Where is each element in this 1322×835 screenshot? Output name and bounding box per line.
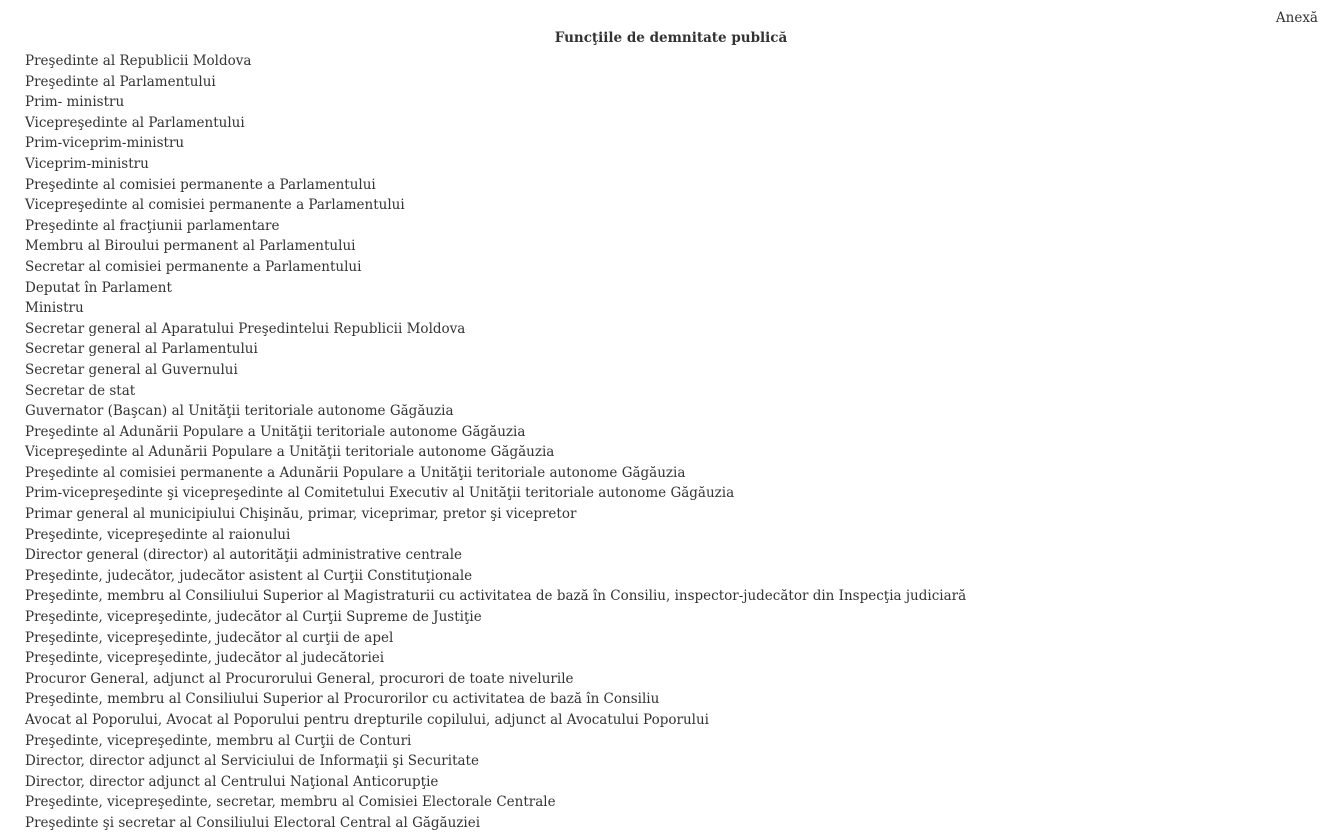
list-item: Avocat al Poporului, Avocat al Poporului pentru drepturile copilului, adjunct al Avocatului Poporului	[25, 712, 709, 728]
list-item: Preşedinte al Parlamentului	[25, 73, 216, 90]
list-item: Procuror General, adjunct al Procurorului General, procurori de toate nivelurile	[25, 670, 574, 687]
annex-label: Anexă	[1275, 10, 1318, 26]
list-item: Preşedinte, vicepreşedinte al raionului	[25, 526, 291, 543]
list-item: Director, director adjunct al Centrului Naţional Anticorupţie	[25, 773, 439, 790]
list-item: Preşedinte, vicepreşedinte, judecător al judecătoriei	[25, 650, 385, 667]
list-item: Preşedinte al comisiei permanente a Adunării Populare a Unităţii teritoriale autonome Găgăuzia	[25, 464, 686, 481]
list-item: Vicepreşedinte al Parlamentului	[25, 114, 245, 131]
list-item: Secretar general al Parlamentului	[25, 341, 258, 358]
list-item: Viceprim-ministru	[25, 155, 149, 172]
list-item: Preşedinte, vicepreşedinte, judecător al curţii de apel	[25, 629, 394, 646]
list-item: Vicepreşedinte al comisiei permanente a Parlamentului	[25, 197, 405, 214]
public-office-list	[25, 51, 966, 834]
list-item: Director general (director) al autorităţii administrative centrale	[25, 547, 463, 564]
list-item: Preşedinte, vicepreşedinte, judecător al Curţii Supreme de Justiţie	[25, 609, 482, 626]
list-item: Secretar al comisiei permanente a Parlamentului	[25, 258, 362, 275]
list-item: Ministru	[25, 300, 84, 317]
list-item: Vicepreşedinte al Adunării Populare a Unităţii teritoriale autonome Găgăuzia	[25, 444, 555, 461]
list-item: Preşedinte al comisiei permanente a Parlamentului	[25, 176, 376, 193]
list-item: Preşedinte, membru al Consiliului Superior al Magistraturii cu activitatea de bază în Consiliu, inspector-judecător din Inspecţia judiciară	[25, 588, 967, 605]
document-title: Funcţiile de demnitate publică	[554, 30, 788, 46]
list-item: Membru al Biroului permanent al Parlamentului	[25, 238, 356, 255]
list-item: Preşedinte al fracţiunii parlamentare	[25, 217, 280, 234]
list-item: Director, director adjunct al Serviciului de Informaţii şi Securitate	[25, 753, 479, 770]
list-item: Preşedinte, judecător, judecător asistent al Curţii Constituţionale	[25, 567, 473, 584]
list-item: Secretar de stat	[25, 382, 136, 399]
list-item: Secretar general al Aparatului Preşedintelui Republicii Moldova	[25, 320, 466, 337]
list-item: Prim-vicepreşedinte şi vicepreşedinte al Comitetului Executiv al Unităţii teritoriale autonome Găgăuzia	[25, 485, 735, 502]
list-item: Preşedinte, membru al Consiliului Superior al Procurorilor cu activitatea de bază în Consiliu	[25, 691, 660, 708]
list-item: Deputat în Parlament	[25, 279, 172, 296]
list-item: Primar general al municipiului Chişinău, primar, viceprimar, pretor şi vicepretor	[25, 506, 577, 523]
list-item: Preşedinte, vicepreşedinte, membru al Curţii de Conturi	[25, 732, 412, 749]
list-item: Preşedinte şi secretar al Consiliului Electoral Central al Găgăuziei	[25, 814, 481, 831]
list-item: Preşedinte al Republicii Moldova	[25, 53, 252, 69]
list-item: Prim- ministru	[25, 94, 125, 111]
list-item: Preşedinte, vicepreşedinte, secretar, membru al Comisiei Electorale Centrale	[25, 794, 556, 811]
list-item: Guvernator (Başcan) al Unităţii teritoriale autonome Găgăuzia	[25, 403, 454, 420]
list-item: Preşedinte al Adunării Populare a Unităţii teritoriale autonome Găgăuzia	[25, 423, 526, 440]
list-item: Prim-viceprim-ministru	[25, 135, 185, 152]
list-item: Secretar general al Guvernului	[25, 361, 238, 378]
